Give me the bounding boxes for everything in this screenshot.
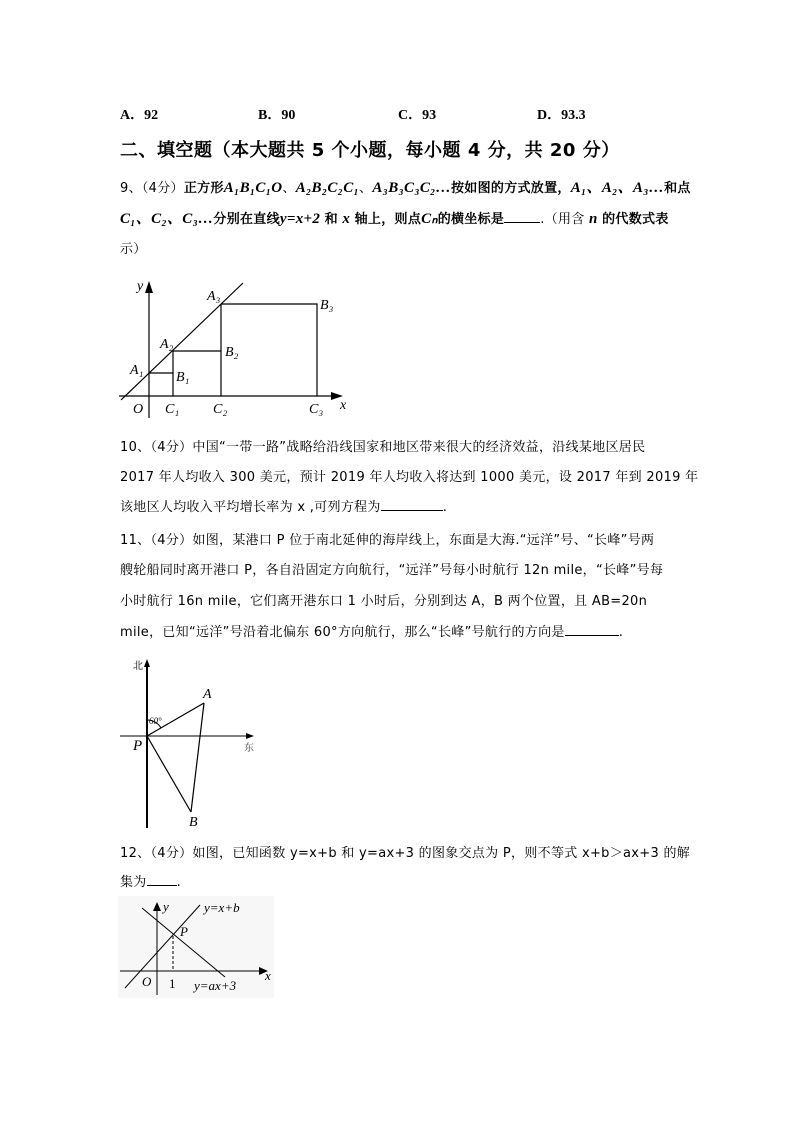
q11-answer-blank[interactable] [565,623,619,636]
q9-square-3: A₃B₃C₃C₂… [372,180,451,196]
option-c: C．93 [398,108,437,123]
q10-answer-blank[interactable] [381,498,443,511]
q12-text: 集为 [120,875,147,890]
option-d: D．93.3 [537,108,586,123]
label-north: 北 [133,661,143,672]
label-b2: B₂ [225,345,239,360]
q9-points-a: A₁、A₂、A₃… [570,180,665,196]
q9-square-1: A₁B₁C₁O [223,180,283,196]
q12-period: . [176,875,182,890]
q12-answer-blank[interactable] [147,873,177,886]
label-b1: B₁ [176,370,190,385]
separator: 、 [282,181,296,196]
q9-line-2 [120,207,669,228]
option-a: A．92 [120,108,159,123]
q9-points-c: C₁、C₂、C₃… [120,211,214,227]
option-b: B．90 [258,108,296,123]
q11-text: mile，已知“远洋”号沿着北偏东 60°方向航行，那么“长峰”号航行的方向是 [120,625,565,640]
label-a2: A₂ [160,337,174,352]
label-p: P [133,738,143,754]
q9-answer-blank[interactable] [504,210,540,223]
label-one: 1 [169,976,176,991]
q12-figure [118,896,274,998]
north-arrow-icon [144,659,150,667]
q9-text: 轴上，则点 [354,212,422,227]
section-heading: 二、填空题（本大题共 5 个小题，每小题 4 分，共 20 分） [120,140,620,161]
q11-line-2: 艘轮船同时离开港口 P，各自沿固定方向航行，“远洋”号每小时航行 12n mile，“长峰”号每 [120,563,664,578]
label-b3: B₃ [320,298,334,313]
q10-line-2: 2017 年人均收入 300 美元，预计 2019 年人均收入将达到 1000 美元，设 2017 年到 2019 年 [120,470,699,485]
q11-line-4 [120,621,623,640]
label-o: O [142,974,152,989]
label-b: B [189,815,198,830]
segment-pb [147,736,191,812]
q9-text: 和 [324,212,338,227]
label-y: y [137,279,144,294]
q11-line-3: 小时航行 16n mile，它们离开港东口 1 小时后，分别到达 A，B 两个位置，且 AB=20n [120,594,648,609]
q10-line-1: 10、（4分）中国“一带一路”战略给沿线国家和地区带来很大的经济效益，沿线某地区居民 [120,440,646,455]
q9-text: 和点 [664,181,691,196]
separator: 、 [359,181,373,196]
q9-text: 按如图的方式放置， [451,181,571,196]
q9-text: 正方形 [183,181,224,196]
label-a1: A₁ [130,363,144,378]
label-a: A [203,687,212,702]
q10-period: . [442,500,448,515]
label-line-1: y=x+b [204,900,240,915]
q9-var-n: n [589,211,598,227]
label-c2: C₂ [213,402,228,417]
q9-line-3: 示） [120,242,147,257]
q9-text: 的代数式表 [602,212,669,227]
q11-period: . [618,625,624,640]
label-x: x [340,398,347,413]
q9-var-x: x [342,211,351,227]
segment-ab [191,703,204,812]
q9-equation: y=x+2 [279,211,321,227]
label-o: O [133,402,144,417]
q10-text: 该地区人均收入平均增长率为 x ,可列方程为 [120,500,381,515]
q12-line-2 [120,871,181,890]
q9-prefix: 9、（4分） [120,181,184,196]
label-a3: A₃ [207,289,221,304]
label-angle: 60° [149,716,162,726]
label-line-2: y=ax+3 [194,978,237,993]
y-arrow-icon [145,281,153,293]
q9-text: 的横坐标是 [437,212,505,227]
label-x: x [265,968,271,983]
east-arrow-icon [246,733,254,739]
q11-figure [118,655,268,833]
label-p: P [180,924,188,939]
label-y: y [163,899,169,914]
q10-line-3 [120,496,447,515]
q12-line-1: 12、（4分）如图，已知函数 y=x+b 和 y=ax+3 的图象交点为 P，则不等式 x+b＞ax+3 的解 [120,846,691,861]
q9-line-1 [120,176,691,197]
square-1 [149,373,173,396]
label-c1: C₁ [165,402,180,417]
q9-text: 分别在直线 [213,212,280,227]
q9-text: .（用含 [540,212,585,227]
label-c3: C₃ [309,402,324,417]
q9-figure [110,270,360,420]
q11-line-1: 11、（4分）如图，某港口 P 位于南北延伸的海岸线上，东面是大海.“远洋”号、“长峰”号两 [120,533,655,548]
q9-point-cn: Cₙ [421,211,438,227]
q9-square-2: A₂B₂C₂C₁ [295,180,360,196]
label-east: 东 [244,743,254,754]
